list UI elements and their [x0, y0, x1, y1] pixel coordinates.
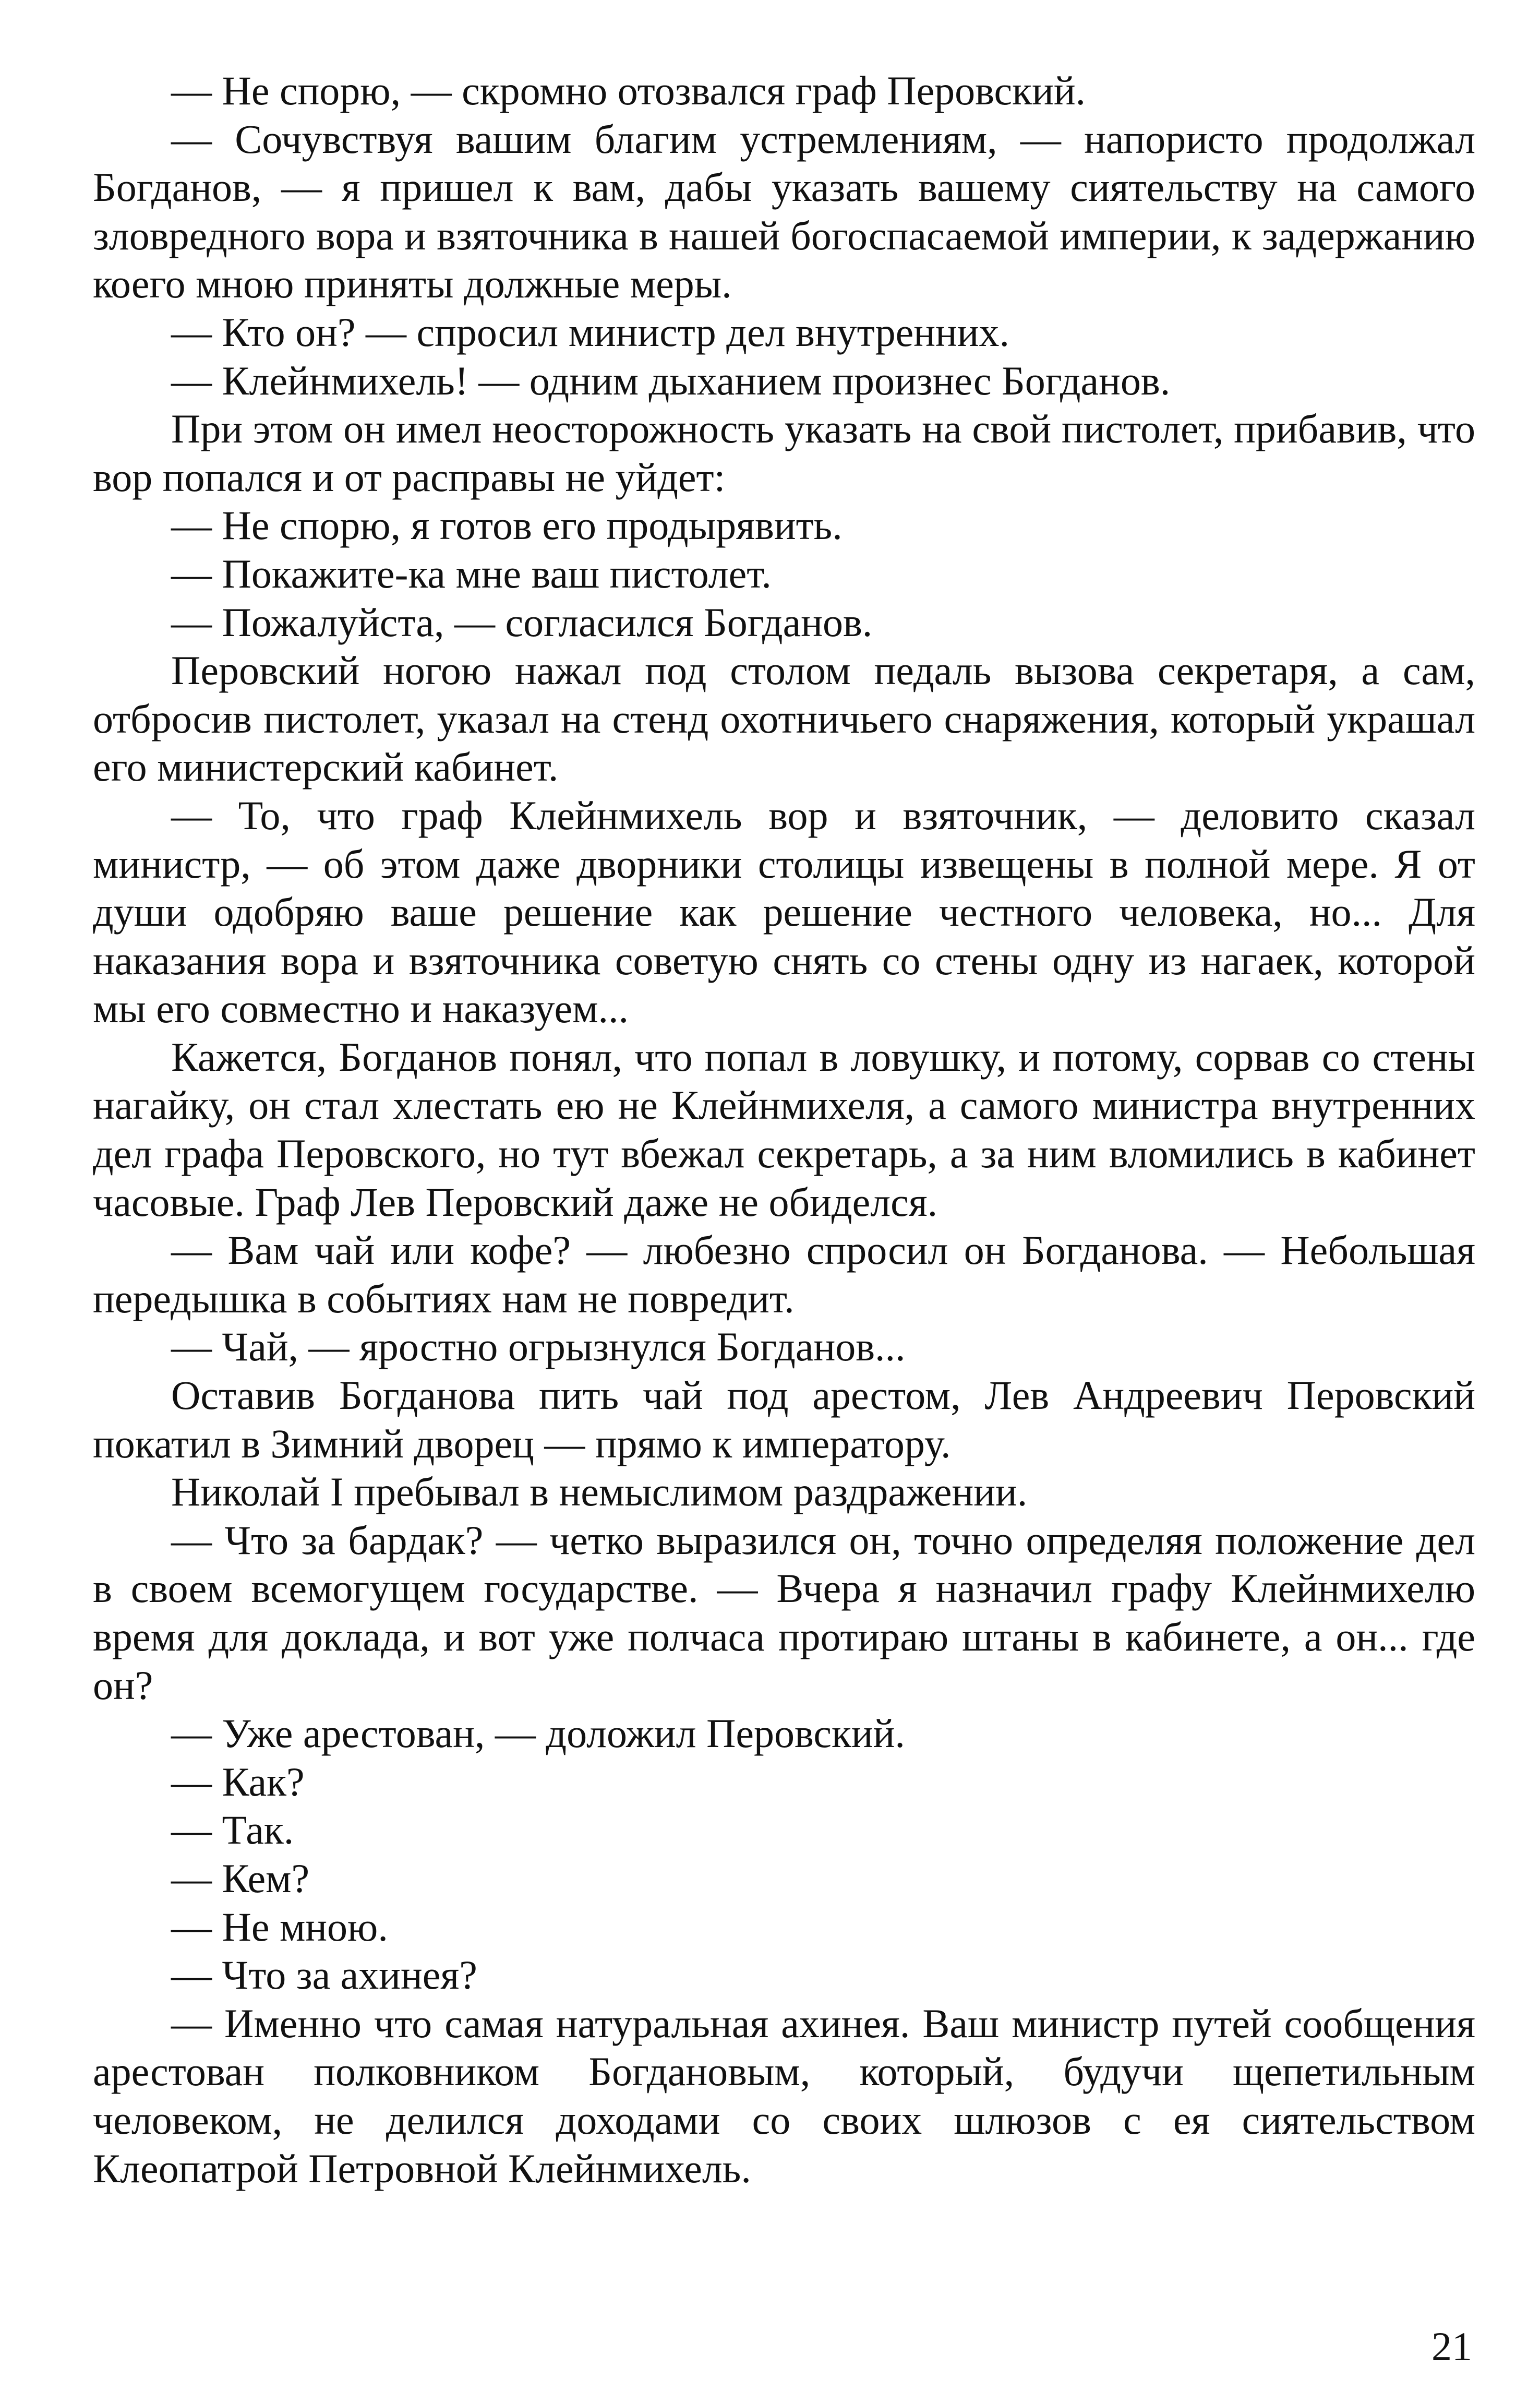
paragraph: — Кем? [171, 1855, 310, 1901]
paragraph: — Не спорю, — скромно отозвался граф Перовский. [171, 68, 1086, 113]
paragraph: — Кто он? — спросил министр дел внутренних. [171, 309, 1009, 355]
paragraph: — Сочувствуя вашим благим устремлениям, — напористо продолжал Богданов, — я пришел к вам, дабы указать вашему сиятельству на самого зловредного вора и взяточника в нашей богоспасаемой империи, к задержанию коего мною приняты должные меры. [93, 116, 1475, 307]
paragraph: При этом он имел неосторожность указать на свой пистолет, прибавив, что вор попался и от расправы не уйдет: [93, 406, 1475, 500]
paragraph: — Что за бардак? — четко выразился он, точно определяя положение дел в своем всемогущем государстве. — Вчера я назначил графу Клейнмихелю время для доклада, и вот уже полчаса протираю штаны в кабинете, а он... где он? [93, 1517, 1475, 1708]
paragraph: — Клейнмихель! — одним дыханием произнес Богданов. [171, 357, 1171, 403]
paragraph: Перовский ногою нажал под столом педаль вызова секретаря, а сам, отбросив пистолет, указал на стенд охотничьего снаряжения, который украшал его министерский кабинет. [93, 648, 1475, 790]
page-number: 21 [1431, 2324, 1472, 2369]
paragraph: — Не мною. [171, 1904, 388, 1950]
paragraph: — Так. [171, 1807, 294, 1853]
paragraph: — Что за ахинея? [171, 1952, 477, 1998]
paragraph: Николай I пребывал в немыслимом раздражении. [171, 1469, 1028, 1515]
paragraph: — Вам чай или кофе? — любезно спросил он Богданова. — Небольшая передышка в событиях нам не повредит. [93, 1227, 1475, 1321]
paragraph: — Именно что самая натуральная ахинея. Ваш министр путей сообщения арестован полковником Богдановым, который, будучи щепетильным человеком, не делился доходами со своих шлюзов с ея сиятельством Клеопатрой Петровной Клейнмихель. [93, 2000, 1475, 2191]
paragraph: — Чай, — яростно огрызнулся Богданов... [171, 1324, 906, 1370]
paragraph: — Покажите-ка мне ваш пистолет. [171, 551, 772, 596]
paragraph: — Не спорю, я готов его продырявить. [171, 503, 843, 548]
paragraph: — Пожалуйста, — согласился Богданов. [171, 599, 873, 645]
paragraph: — Уже арестован, — доложил Перовский. [171, 1711, 905, 1756]
paragraph: Кажется, Богданов понял, что попал в ловушку, и потому, сорвав со стены нагайку, он стал хлестать ею не Клейнмихеля, а самого министра внутренних дел графа Перовского, но тут вбежал секретарь, а за ним вломились в кабинет часовые. Граф Лев Перовский даже не обиделся. [93, 1034, 1475, 1225]
paragraph: Оставив Богданова пить чай под арестом, Лев Андреевич Перовский покатил в Зимний дворец — прямо к императору. [93, 1372, 1475, 1466]
paragraph: — То, что граф Клейнмихель вор и взяточник, — деловито сказал министр, — об этом даже дворники столицы извещены в полной мере. Я от души одобряю ваше решение как решение честного человека, но... Для наказания вора и взяточника советую снять со стены одну из нагаек, которой мы его совместно и наказуем... [93, 792, 1475, 1032]
body-text [93, 67, 1475, 2193]
paragraph: — Как? [171, 1759, 305, 1804]
